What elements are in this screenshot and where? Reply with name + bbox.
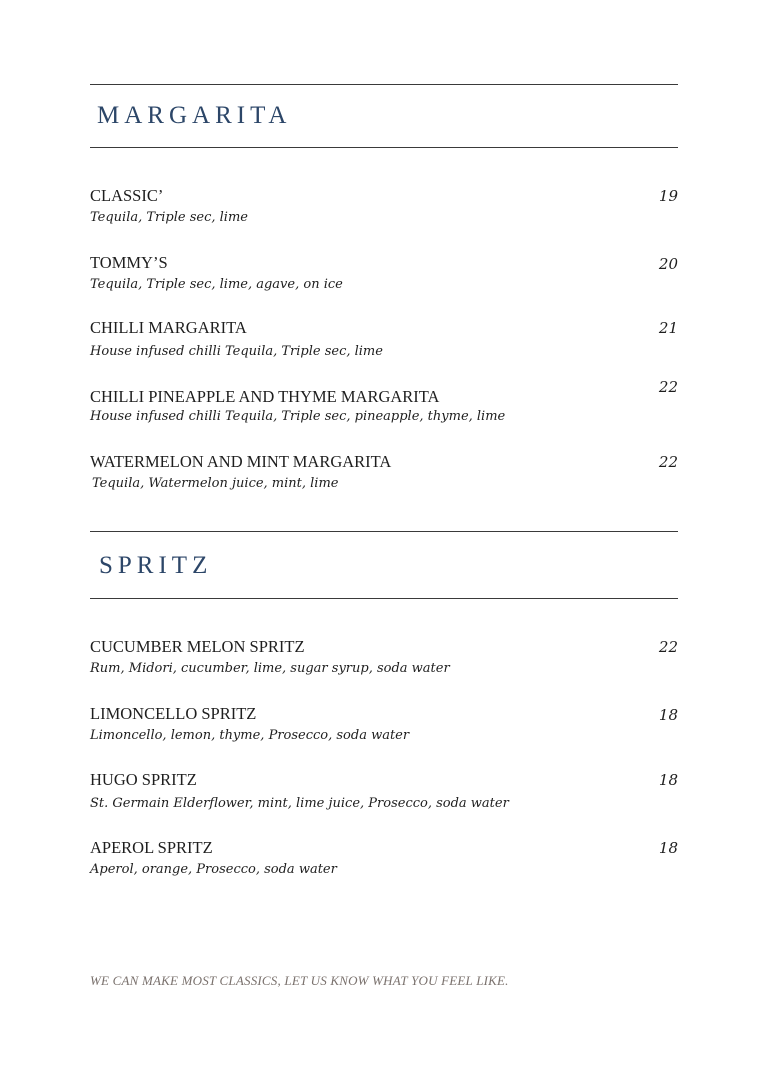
menu-item-chilli-margarita — [90, 319, 678, 369]
item-name: TOMMY’S — [90, 253, 168, 272]
footer-note: WE CAN MAKE MOST CLASSICS, LET US KNOW WHAT YOU FEEL LIKE. — [90, 973, 509, 988]
item-price: 18 — [658, 771, 678, 789]
item-description: House infused chilli Tequila, Triple sec, pineapple, thyme, lime — [90, 409, 506, 424]
menu-item-aperol-spritz — [90, 839, 678, 889]
item-description: House infused chilli Tequila, Triple sec, lime — [90, 344, 383, 359]
menu-item-chilli-pineapple-thyme-margarita — [90, 378, 678, 438]
item-name: CLASSIC’ — [90, 186, 164, 205]
item-price: 18 — [658, 839, 678, 857]
section-top-divider — [90, 84, 678, 85]
item-description: Rum, Midori, cucumber, lime, sugar syrup, soda water — [90, 661, 450, 676]
menu-item-tommys — [90, 254, 678, 304]
item-description: St. Germain Elderflower, mint, lime juice, Prosecco, soda water — [90, 796, 509, 811]
item-description: Limoncello, lemon, thyme, Prosecco, soda water — [90, 728, 410, 743]
item-description: Aperol, orange, Prosecco, soda water — [90, 862, 337, 877]
menu-item-classic — [90, 187, 678, 237]
section-bottom-divider — [90, 598, 678, 599]
item-description: Tequila, Triple sec, lime — [90, 210, 248, 225]
item-price: 20 — [658, 255, 678, 273]
menu-item-watermelon-mint-margarita — [90, 453, 678, 503]
item-name: HUGO SPRITZ — [90, 770, 197, 789]
section-bottom-divider — [90, 147, 678, 148]
item-name: CHILLI MARGARITA — [90, 318, 247, 337]
section-title-margarita: MARGARITA — [97, 102, 292, 129]
item-price: 22 — [658, 638, 678, 656]
item-name: CHILLI PINEAPPLE AND THYME MARGARITA — [90, 387, 440, 406]
item-description: Tequila, Watermelon juice, mint, lime — [92, 476, 339, 491]
section-top-divider — [90, 531, 678, 532]
menu-item-hugo-spritz — [90, 771, 678, 821]
item-price: 19 — [658, 187, 678, 205]
item-description: Tequila, Triple sec, lime, agave, on ice — [90, 277, 343, 292]
item-name: WATERMELON AND MINT MARGARITA — [90, 452, 392, 471]
item-price: 21 — [658, 319, 678, 337]
item-name: CUCUMBER MELON SPRITZ — [90, 637, 305, 656]
item-price: 22 — [658, 453, 678, 471]
item-price: 18 — [658, 706, 678, 724]
item-price: 22 — [658, 378, 678, 396]
section-title-spritz: SPRITZ — [99, 552, 213, 579]
item-name: LIMONCELLO SPRITZ — [90, 704, 257, 723]
item-name: APEROL SPRITZ — [90, 838, 213, 857]
menu-item-limoncello-spritz — [90, 705, 678, 755]
menu-item-cucumber-melon-spritz — [90, 638, 678, 688]
